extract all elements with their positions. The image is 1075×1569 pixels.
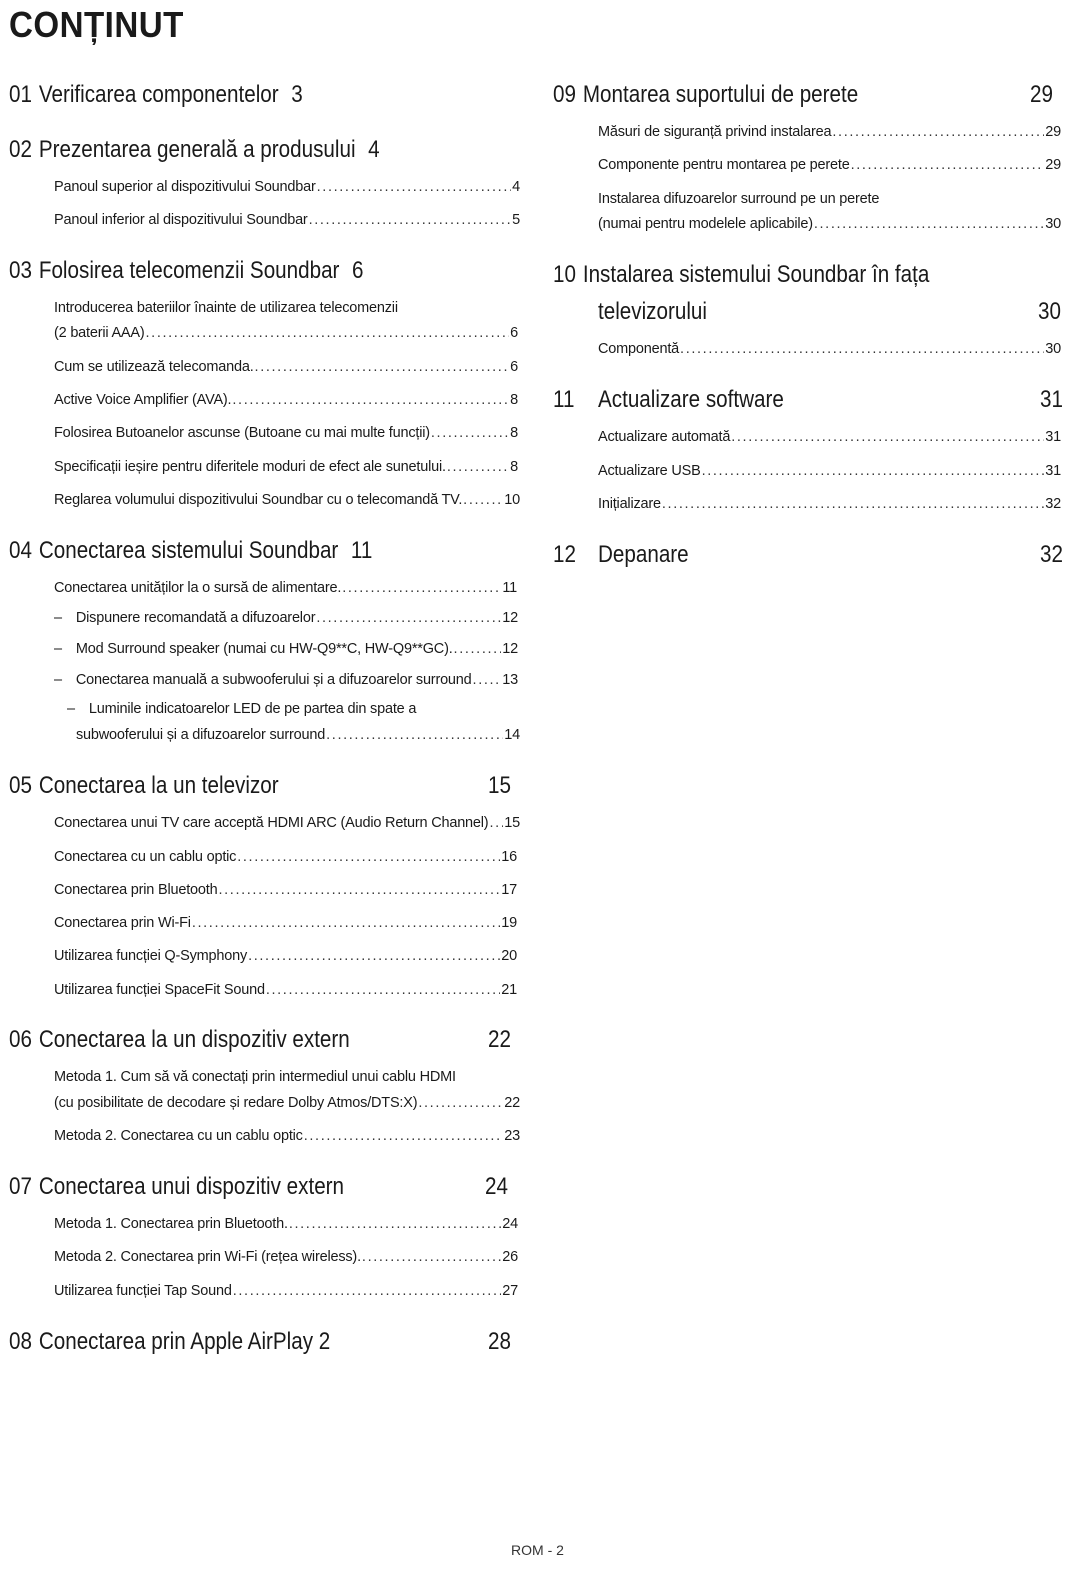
section-04-heading[interactable]	[9, 536, 372, 566]
dot-leader	[431, 423, 509, 443]
section-number: 04	[9, 537, 32, 564]
toc-entry[interactable]	[54, 946, 517, 966]
section-08-page[interactable]: 28	[488, 1328, 511, 1355]
entry-label: Utilizarea funcției Tap Sound	[54, 1283, 232, 1299]
entry-page: 22	[504, 1095, 520, 1111]
entry-label: (cu posibilitate de decodare și redare Dolby Atmos/DTS:X)	[54, 1095, 418, 1111]
dot-leader	[362, 1247, 501, 1267]
dash-bullet: –	[54, 672, 62, 688]
entry-page: 6	[510, 359, 518, 375]
dash-bullet: –	[67, 701, 75, 717]
entry-label: Active Voice Amplifier (AVA).	[54, 392, 232, 408]
section-number: 10	[553, 261, 576, 288]
dot-leader	[342, 578, 501, 598]
entry-label: Componente pentru montarea pe perete	[598, 157, 850, 173]
entry-page: 29	[1045, 157, 1061, 173]
entry-label: Dispunere recomandată a difuzoarelor	[75, 610, 316, 626]
section-title: Conectarea prin Apple AirPlay 2	[38, 1328, 331, 1355]
toc-entry[interactable]	[54, 980, 517, 1000]
dot-leader	[304, 1126, 504, 1146]
dot-leader	[473, 670, 502, 690]
entry-page: 13	[502, 672, 518, 688]
toc-entry[interactable]	[54, 490, 520, 510]
toc-entry[interactable]	[598, 214, 1061, 234]
section-09-page[interactable]: 29	[1030, 81, 1053, 108]
toc-entry[interactable]	[598, 494, 1061, 514]
dot-leader	[218, 880, 500, 900]
section-number: 12	[553, 541, 576, 568]
entry-label: Folosirea Butoanelor ascunse (Butoane cu mai multe funcții)	[54, 425, 430, 441]
entry-page: 27	[502, 1283, 518, 1299]
dot-leader	[832, 122, 1044, 142]
toc-entry[interactable]	[54, 1093, 520, 1113]
entry-label-line1[interactable]: Introducerea bateriilor înainte de utilizarea telecomenzii	[54, 300, 398, 316]
entry-page: 21	[501, 982, 517, 998]
section-title: Folosirea telecomenzii Soundbar	[38, 257, 340, 284]
dot-leader	[146, 323, 510, 343]
entry-page: 24	[502, 1216, 518, 1232]
section-title[interactable]: Depanare	[598, 541, 689, 568]
section-page: 6	[352, 257, 364, 284]
entry-label: Utilizarea funcției SpaceFit Sound	[54, 982, 265, 998]
section-page: 3	[291, 81, 303, 108]
section-page: 4	[368, 136, 380, 163]
entry-page: 26	[502, 1249, 518, 1265]
section-title: Conectarea la un dispozitiv extern	[38, 1026, 350, 1053]
section-title: Conectarea sistemului Soundbar	[38, 537, 339, 564]
section-title: Conectarea unui dispozitiv extern	[38, 1173, 345, 1200]
dot-leader	[702, 461, 1045, 481]
toc-subentry[interactable]	[54, 670, 518, 690]
entry-label: Conectarea manuală a subwooferului și a difuzoarelor surround	[75, 672, 472, 688]
entry-label: Conectarea prin Wi-Fi	[54, 915, 191, 931]
entry-label: Actualizare automată	[598, 429, 731, 445]
section-12-heading[interactable]	[553, 540, 576, 570]
entry-label-line1: Luminile indicatoarelor LED de pe partea din spate a	[88, 701, 417, 717]
entry-page: 10	[504, 492, 520, 508]
entry-label: (numai pentru modelele aplicabile)	[598, 216, 813, 232]
section-10-heading[interactable]	[553, 260, 929, 290]
section-11-heading[interactable]	[553, 385, 574, 415]
page-footer: ROM - 2	[511, 1542, 564, 1558]
entry-page: 16	[501, 849, 517, 865]
entry-label: (2 baterii AAA)	[54, 325, 145, 341]
toc-entry[interactable]	[54, 1126, 520, 1146]
section-05-page[interactable]: 15	[488, 772, 511, 799]
toc-entry[interactable]	[54, 1281, 518, 1301]
section-12-page[interactable]: 32	[1040, 541, 1063, 568]
entry-page: 23	[504, 1128, 520, 1144]
dot-leader	[662, 494, 1044, 514]
section-07-heading[interactable]	[9, 1172, 344, 1202]
toc-entry[interactable]	[54, 880, 517, 900]
section-number: 05	[9, 772, 32, 799]
entry-page: 32	[1045, 496, 1061, 512]
section-07-page[interactable]: 24	[485, 1173, 508, 1200]
section-title-line2[interactable]: televizorului	[598, 298, 707, 325]
section-number: 11	[553, 386, 575, 413]
entry-page: 14	[504, 727, 520, 743]
dot-leader	[309, 210, 512, 230]
entry-label: Conectarea unităților la o sursă de alimentare.	[54, 580, 342, 596]
dot-leader	[814, 214, 1044, 234]
dot-leader	[266, 980, 500, 1000]
section-09-heading[interactable]	[553, 80, 858, 110]
entry-label-line1[interactable]: Metoda 1. Cum să vă conectați prin intermediul unui cablu HDMI	[54, 1069, 456, 1085]
section-title: Prezentarea generală a produsului	[38, 136, 356, 163]
entry-page: 11	[502, 580, 517, 596]
entry-page: 30	[1045, 216, 1061, 232]
section-01-heading[interactable]	[9, 80, 303, 110]
entry-page: 31	[1045, 429, 1061, 445]
toc-entry[interactable]	[598, 155, 1061, 175]
entry-page: 4	[512, 179, 520, 195]
dot-leader	[232, 390, 509, 410]
toc-entry[interactable]	[54, 390, 518, 410]
section-title: Montarea suportului de perete	[582, 81, 859, 108]
toc-subentry-line1[interactable]	[67, 699, 416, 719]
toc-subentry[interactable]	[54, 639, 518, 659]
entry-page: 12	[502, 610, 518, 626]
toc-entry[interactable]	[54, 210, 520, 230]
entry-label: Panoul superior al dispozitivului Soundbar	[54, 179, 316, 195]
toc-entry[interactable]	[598, 122, 1061, 142]
dot-leader	[680, 339, 1044, 359]
toc-subentry[interactable]	[54, 608, 518, 628]
entry-label: Inițializare	[598, 496, 661, 512]
entry-label: Metoda 2. Conectarea prin Wi-Fi (rețea wireless).	[54, 1249, 361, 1265]
section-page: 11	[350, 537, 373, 564]
entry-page: 6	[510, 325, 518, 341]
toc-entry[interactable]	[598, 427, 1061, 447]
entry-label: Conectarea prin Bluetooth	[54, 882, 218, 898]
section-03-heading[interactable]	[9, 256, 364, 286]
toc-entry[interactable]	[54, 847, 517, 867]
entry-page: 30	[1045, 341, 1061, 357]
dot-leader	[233, 1281, 502, 1301]
entry-page: 17	[501, 882, 517, 898]
toc-entry[interactable]	[54, 1214, 518, 1234]
toc-entry[interactable]	[54, 813, 520, 833]
page-title: CONȚINUT	[9, 4, 184, 45]
section-number: 07	[9, 1173, 32, 1200]
section-number: 02	[9, 136, 32, 163]
entry-label: Cum se utilizează telecomanda.	[54, 359, 254, 375]
entry-label: Componentă	[598, 341, 680, 357]
section-title[interactable]: Actualizare software	[598, 386, 784, 413]
entry-label-line1[interactable]: Instalarea difuzoarelor surround pe un perete	[598, 191, 880, 207]
section-number: 08	[9, 1328, 32, 1355]
section-02-heading[interactable]	[9, 135, 380, 165]
toc-entry[interactable]	[54, 913, 517, 933]
dot-leader	[192, 913, 500, 933]
section-number: 03	[9, 257, 32, 284]
section-11-page[interactable]: 31	[1040, 386, 1063, 413]
section-08-heading[interactable]	[9, 1327, 330, 1357]
entry-page: 20	[501, 948, 517, 964]
entry-page: 31	[1045, 463, 1061, 479]
toc-entry[interactable]	[54, 1247, 518, 1267]
entry-label: subwooferului și a difuzoarelor surround	[76, 727, 326, 743]
entry-label: Specificații ieșire pentru diferitele moduri de efect ale sunetului.	[54, 459, 446, 475]
section-number: 06	[9, 1026, 32, 1053]
dash-bullet: –	[54, 610, 62, 626]
dot-leader	[418, 1093, 503, 1113]
entry-label: Conectarea unui TV care acceptă HDMI ARC (Audio Return Channel)	[54, 815, 489, 831]
entry-label: Măsuri de siguranță privind instalarea	[598, 124, 832, 140]
toc-entry[interactable]	[598, 461, 1061, 481]
toc-entry[interactable]	[54, 457, 518, 477]
section-number: 01	[9, 81, 32, 108]
dot-leader	[248, 946, 500, 966]
dot-leader	[851, 155, 1045, 175]
toc-entry[interactable]	[54, 357, 518, 377]
entry-page: 5	[512, 212, 520, 228]
entry-label: Conectarea cu un cablu optic	[54, 849, 237, 865]
section-title-line1: Instalarea sistemului Soundbar în fața	[582, 261, 930, 288]
toc-entry[interactable]	[54, 177, 520, 197]
toc-subentry[interactable]	[76, 725, 520, 745]
dot-leader	[316, 608, 501, 628]
entry-label: Actualizare USB	[598, 463, 701, 479]
entry-page: 15	[504, 815, 520, 831]
toc-entry[interactable]	[54, 423, 518, 443]
dash-bullet: –	[54, 641, 62, 657]
section-05-heading[interactable]	[9, 771, 279, 801]
dot-leader	[447, 457, 509, 477]
section-title: Verificarea componentelor	[38, 81, 279, 108]
dot-leader	[289, 1214, 501, 1234]
section-10-page[interactable]: 30	[1038, 298, 1061, 325]
toc-entry[interactable]	[54, 323, 518, 343]
entry-page: 8	[510, 392, 518, 408]
entry-page: 19	[501, 915, 517, 931]
entry-label: Utilizarea funcției Q-Symphony	[54, 948, 248, 964]
toc-entry[interactable]	[54, 578, 517, 598]
dot-leader	[463, 490, 503, 510]
section-06-page[interactable]: 22	[488, 1026, 511, 1053]
dot-leader	[255, 357, 510, 377]
dot-leader	[326, 725, 503, 745]
dot-leader	[317, 177, 511, 197]
entry-page: 8	[510, 425, 518, 441]
entry-page: 12	[502, 641, 518, 657]
entry-page: 8	[510, 459, 518, 475]
entry-label: Reglarea volumului dispozitivului Soundbar cu o telecomandă TV.	[54, 492, 463, 508]
dot-leader	[454, 639, 502, 659]
entry-label: Metoda 2. Conectarea cu un cablu optic	[54, 1128, 303, 1144]
entry-label: Metoda 1. Conectarea prin Bluetooth.	[54, 1216, 288, 1232]
dot-leader	[489, 813, 503, 833]
entry-label: Panoul inferior al dispozitivului Soundbar	[54, 212, 308, 228]
section-06-heading[interactable]	[9, 1025, 350, 1055]
dot-leader	[237, 847, 500, 867]
entry-label: Mod Surround speaker (numai cu HW-Q9**C, HW-Q9**GC).	[75, 641, 453, 657]
toc-entry[interactable]	[598, 339, 1061, 359]
entry-page: 29	[1045, 124, 1061, 140]
dot-leader	[731, 427, 1044, 447]
section-title: Conectarea la un televizor	[38, 772, 279, 799]
section-number: 09	[553, 81, 576, 108]
